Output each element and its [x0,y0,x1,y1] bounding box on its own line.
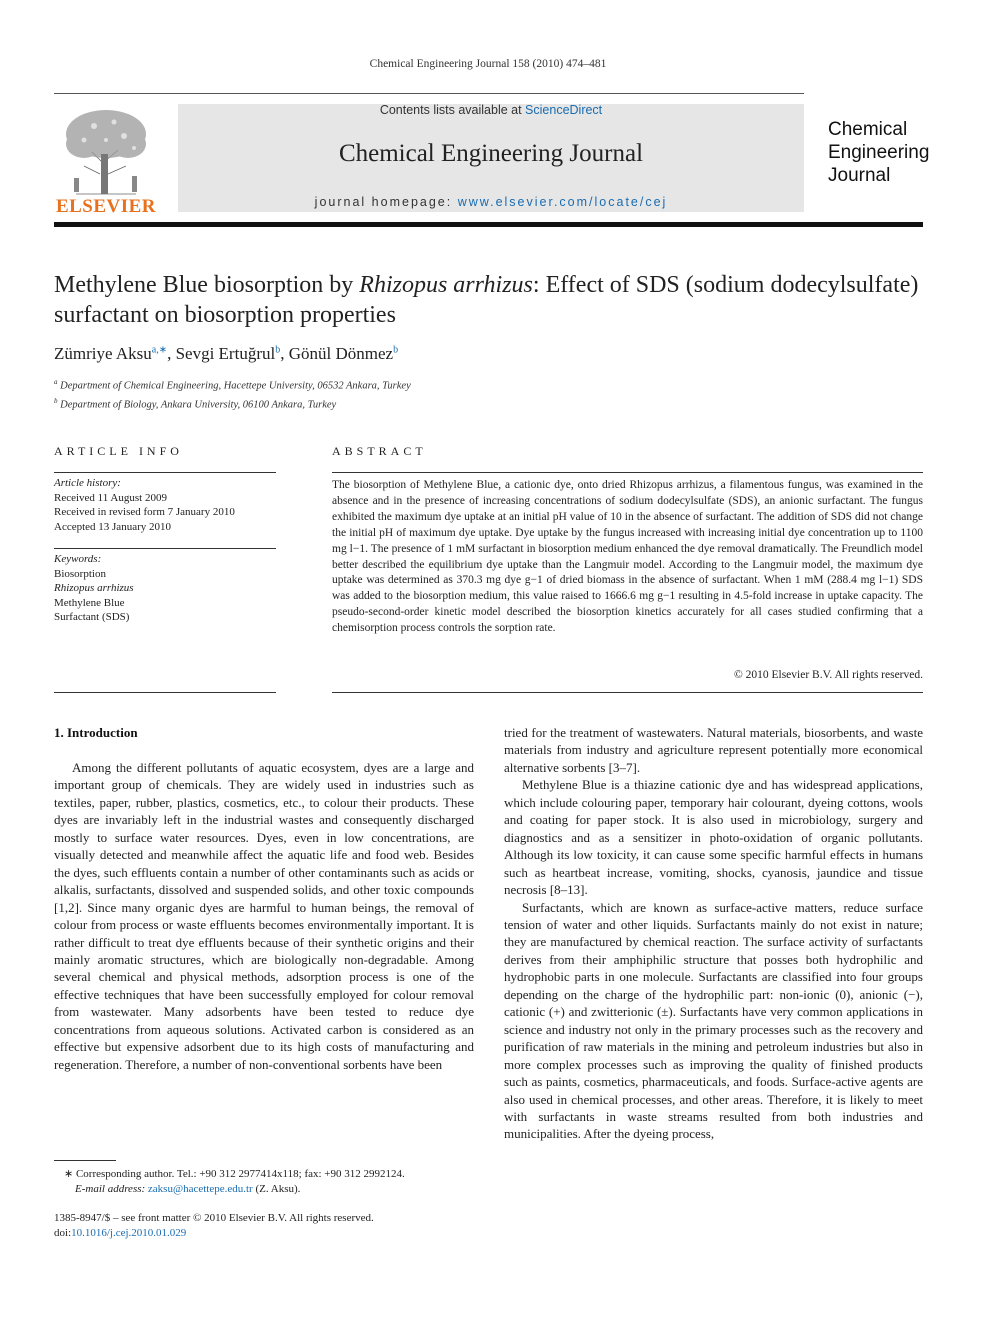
header-thick-rule [54,222,923,227]
header-top-rule [54,93,804,94]
section-heading-introduction: 1. Introduction [54,725,138,740]
keyword: Methylene Blue [54,596,125,609]
affiliation-mark: a [54,378,58,386]
history-item: Accepted 13 January 2010 [54,520,171,533]
keyword: Rhizopus arrhizus [54,582,134,594]
author-name[interactable]: Sevgi Ertuğrul [175,344,276,363]
body-paragraph: Among the different pollutants of aquatic ecosystem, dyes are a large and important group of chemicals. They are widely used in industries such as textiles, paper, rubber, plastics, cosmetics, etc., to colour their products. These dyes are invariably left in the industrial wastes and consequently discharged mostly to surface water resources. Dyes, even in low concentrations, are visually detected and meanwhile affect the aquatic life and food web. Besides the dyes, such effluents contain a number of other contaminants such as acids or alkalis, surfactants, dissolved and suspended solids, and other toxic compounds [1,2]. Since many organic dyes are harmful to human beings, the removal of colour from process or waste effluents becomes environmentally important. It is rather difficult to treat dye effluents because of their synthetic origins and their mainly aromatic structures, which are biologically non-degradable. Among several chemical and physical methods, adsorption process is one of the effective techniques that have been successfully employed for colour removal from wastewater. Many adsorbents have been tested to reduce dye concentrations from aqueous solutions. Activated carbon is considered as an effective but expensive adsorbent due to its high costs of manufacturing and regeneration. Therefore, a number of non-conventional sorbents have been [54,760,474,1072]
title-species: Rhizopus arrhizus [359,272,533,298]
keywords-rule [54,548,276,549]
article-title [54,270,923,330]
keyword: Biosorption [54,567,106,580]
corresponding-author-footnote [54,1167,405,1197]
doi-label: doi: [54,1227,72,1239]
affiliation-line [54,394,411,413]
article-info-bottom-rule [54,692,276,693]
contents-prefix: Contents lists available at [379,103,526,117]
abstract-heading: ABSTRACT [332,444,427,458]
author-separator: , [280,344,289,363]
doi-link[interactable]: 10.1016/j.cej.2010.01.029 [71,1227,187,1239]
affiliation-text: Department of Chemical Engineering, Hacettepe University, 06532 Ankara, Turkey [60,380,411,392]
cover-title-line: Journal [828,165,891,186]
cover-title-line: Engineering [828,142,930,163]
keyword: Surfactant (SDS) [54,611,130,623]
journal-homepage [178,195,804,209]
article-history [54,476,276,534]
sciencedirect-link[interactable]: ScienceDirect [525,103,603,117]
issn-line: 1385-8947/$ – see front matter © 2010 Elsevier B.V. All rights reserved. [54,1212,374,1224]
author-affiliation-mark[interactable]: b [275,344,281,356]
author-name[interactable]: Gönül Dönmez [288,344,394,363]
history-item: Received 11 August 2009 [54,491,167,504]
cover-title-line: Chemical [828,119,908,140]
journal-citation: Chemical Engineering Journal 158 (2010) 474–481 [369,58,607,70]
body-paragraph: Surfactants, which are known as surface-active matters, reduce surface tension of water and other liquids. Surfactants mainly do not exist in nature; they are manufactured by chemical reaction. The surface activity of surfactants derives from their amphiphilic structure that posses both hydrophilic and hydrophobic parts in one molecule. Surfactants are classified into four groups depending on the charge of the hydrophilic part: non-ionic (0), anionic (−), cationic (+) and zwitterionic (±). Surfactants have very common applications in science and industry not only in the primary processes such as the recovery and purification of raw materials in the mining and petroleum industries but also in more complex processes such as improving the quality of finished products such as paints, cosmetics, pharmaceuticals, and foods. Surface-active agents are also used in chemical processes, and other areas. Therefore, it is likely to meet with surfactants in waste streams resulted from both industries and municipalities. After the dyeing process, [504,899,923,1142]
author-separator: , [167,344,176,363]
email-link[interactable]: zaksu@hacettepe.edu.tr [147,1183,253,1195]
front-matter [54,1211,374,1241]
body-paragraph: Methylene Blue is a thiazine cationic dye and has widespread applications, which include colouring paper, temporary hair colourant, dyeing cottons, wools and coating for paper stock. It is also used in microbiology, surgery and diagnostics and as a sensitizer in photo-oxidation of organic pollutants. Although its low toxicity, it can cause some specific harmful effects in humans such as heartbeat increase, vomiting, shocks, cyanosis, jaundice and tissue necrosis [8–13]. [504,777,923,898]
email-label: E-mail address: [75,1183,146,1195]
corresponding-author-text: ∗ Corresponding author. Tel.: +90 312 2977414x118; fax: +90 312 2992124. [64,1168,405,1180]
title-part2: : Effect of SDS (sodium dodecylsulfate) surfactant on biosorption properties [54,272,919,328]
affiliation-text: Department of Biology, Ankara University, 06100 Ankara, Turkey [60,399,337,410]
author-list [54,344,398,364]
body-column-left [54,759,474,1073]
body-column-right [504,724,923,1143]
elsevier-wordmark: ELSEVIER [55,196,157,217]
author-affiliation-mark[interactable]: b [393,344,399,356]
history-label: Article history: [54,477,121,489]
abstract-bottom-rule [332,692,923,693]
footnote-rule [54,1160,116,1161]
email-suffix: (Z. Aksu). [252,1183,301,1195]
affiliation-mark: b [54,396,58,405]
keywords [54,552,276,625]
title-part1: Methylene Blue biosorption by [54,272,360,298]
homepage-link[interactable]: www.elsevier.com/locate/cej [457,195,668,209]
abstract-text: The biosorption of Methylene Blue, a cationic dye, onto dried Rhizopus arrhizus, a filamentous fungus, was examined in the absence and in the presence of increasing concentrations of sodium dodecylsulfate (SDS), an anionic surfactant. The fungus exhibited the maximum dye uptake at an initial pH value of 10 in the absence of surfactant. The addition of SDS did not change the initial pH of maximum dye uptake. Dye uptake by the fungus increased with increasing initial dye concentration up to 1100 mg l−1. The presence of 1 mM surfactant in biosorption medium enhanced the dye removal dramatically. The Freundlich model better described the equilibrium dye uptake than the Langmuir model. According to the Langmuir model, the maximum dye uptake was determined as 370.3 mg dye g−1 of dried biomass in the absence of surfactant. When 1 mM (288.4 mg l−1) SDS was added to the biosorption medium, this value raised to 1666.6 mg g−1 resulting in 4.5-fold increase in uptake capacity. The pseudo-second-order kinetic model described the biosorption kinetics accurately for all cases studied confirming that a chemisorption process controls the sorption rate. [332,479,923,635]
homepage-label: journal homepage: [314,195,458,209]
affiliations [54,375,411,412]
body-paragraph: tried for the treatment of wastewaters. Natural materials, biosorbents, and waste materials from industry and agriculture represent potentially more economical alternative sorbents [3–7]. [504,725,923,775]
article-info-rule [54,472,276,473]
abstract-rule [332,472,923,473]
author-name[interactable]: Zümriye Aksu [54,344,152,363]
abstract-copyright: © 2010 Elsevier B.V. All rights reserved. [734,669,923,681]
tree-icon [54,104,158,196]
journal-title: Chemical Engineering Journal [338,140,644,167]
affiliation-line [54,375,411,394]
keywords-label: Keywords: [54,553,102,565]
article-info-heading: ARTICLE INFO [54,444,183,458]
author-affiliation-mark[interactable]: a,∗ [151,344,168,356]
history-item: Received in revised form 7 January 2010 [54,506,235,518]
journal-cover-title [828,118,929,187]
contents-line [178,103,804,117]
